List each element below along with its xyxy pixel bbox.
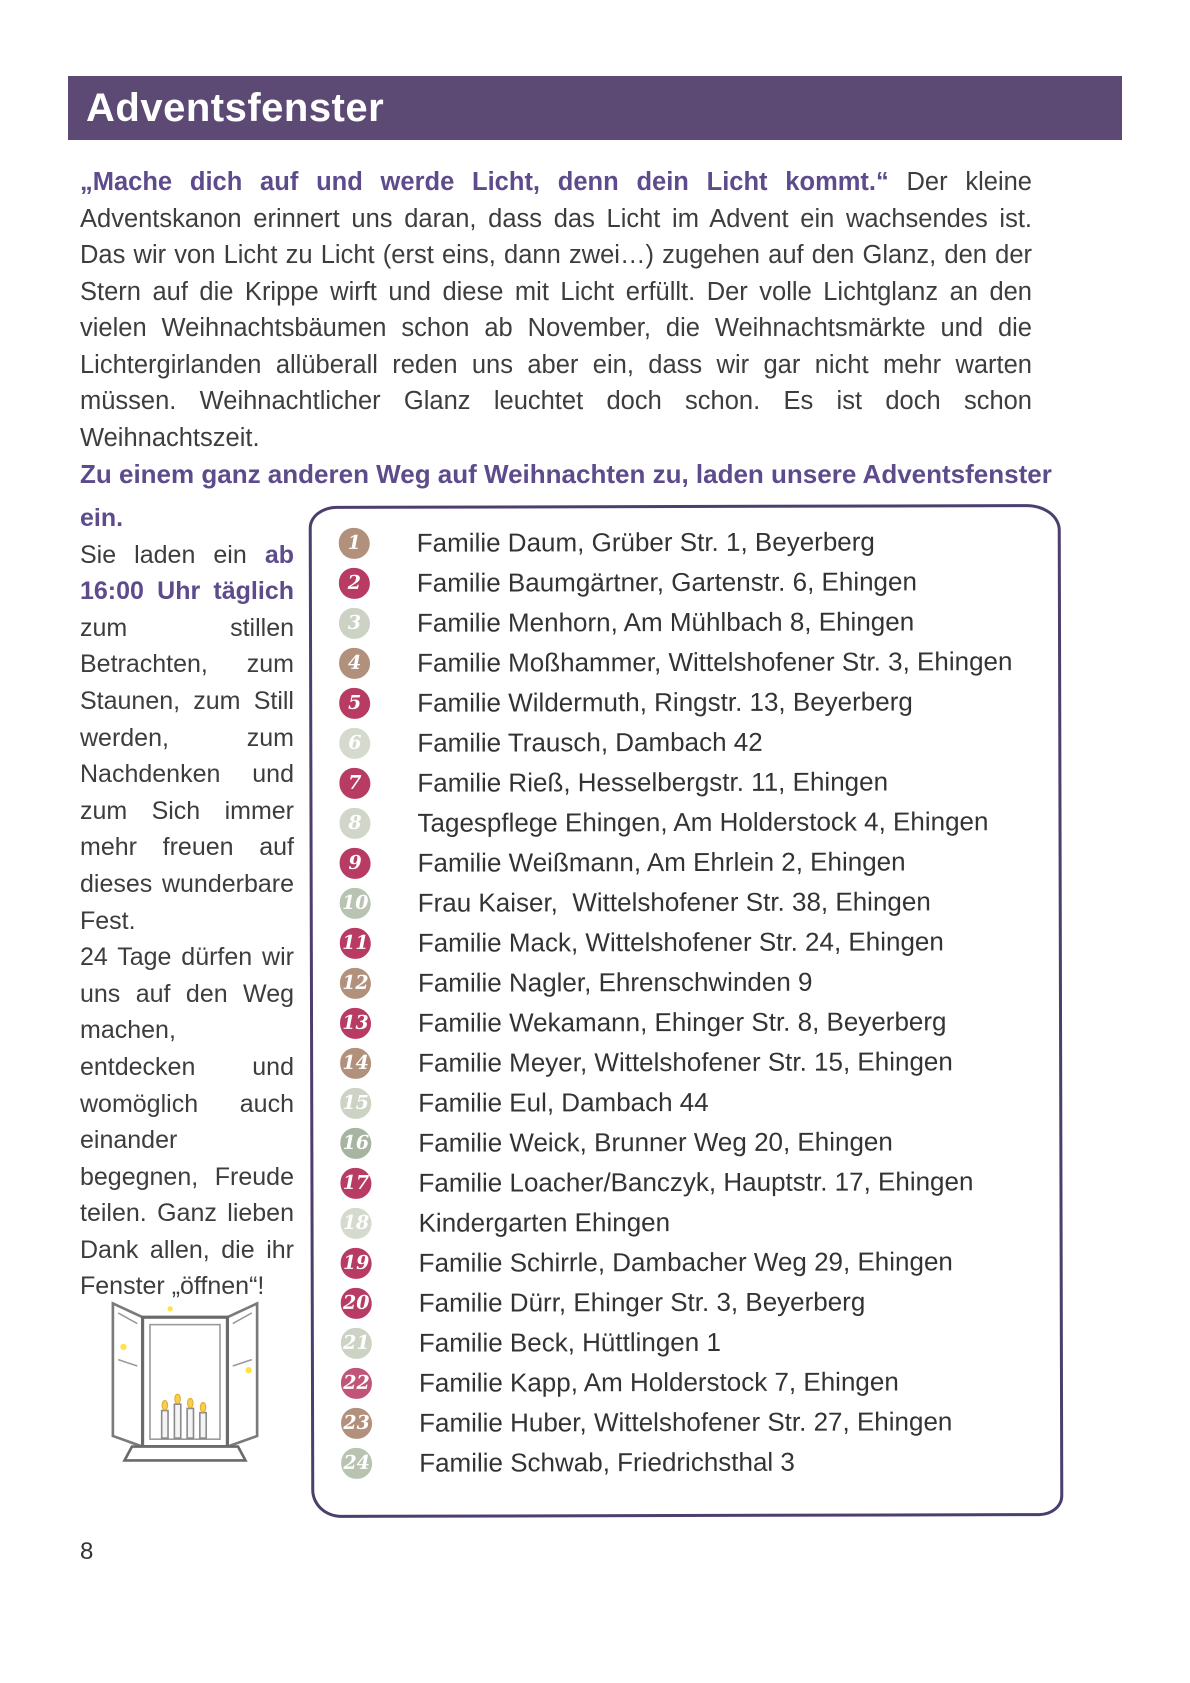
day-number-badge: 12	[340, 967, 371, 998]
advent-list	[309, 504, 1064, 1518]
list-item-text: Familie Kapp, Am Holderstock 7, Ehingen	[418, 1365, 899, 1398]
side-text-prefix: Sie laden ein	[80, 540, 265, 569]
page-number: 8	[80, 1538, 94, 1565]
list-item	[314, 1241, 1060, 1283]
list-item	[313, 961, 1059, 1003]
list-item	[313, 1041, 1059, 1083]
list-item-text: Familie Menhorn, Am Mühlbach 8, Ehingen	[416, 605, 915, 638]
list-item-text: Familie Loacher/Banczyk, Hauptstr. 17, Ehingen	[418, 1165, 974, 1198]
list-item	[314, 1281, 1060, 1323]
day-number-badge: 18	[341, 1207, 372, 1238]
day-number-badge: 16	[340, 1127, 371, 1158]
side-paragraph-2: 24 Tage dürfen wir uns auf den Weg machen, entdecken und womöglich auch einander begegnen, Freude teilen. Ganz lieben Dank allen, die ihr Fenster „öffnen“!	[80, 943, 294, 1301]
list-item	[313, 1001, 1059, 1043]
list-item-text: Familie Weißmann, Am Ehrlein 2, Ehingen	[417, 845, 906, 878]
highlight-opening-time: ab 16:00 Uhr täglich	[80, 540, 294, 606]
day-number-badge: 3	[339, 607, 370, 638]
day-number-badge: 8	[339, 807, 370, 838]
list-item-text: Familie Wildermuth, Ringstr. 13, Beyerberg	[417, 685, 913, 718]
list-item	[313, 1121, 1059, 1163]
day-number-badge: 4	[339, 647, 370, 678]
day-number-badge: 24	[341, 1447, 372, 1478]
day-number-badge: 23	[341, 1407, 372, 1438]
list-item	[312, 721, 1058, 763]
day-number-badge: 15	[340, 1087, 371, 1118]
list-item	[313, 841, 1059, 883]
list-item-text: Familie Schirrle, Dambacher Weg 29, Ehingen	[418, 1245, 953, 1278]
day-number-badge: 21	[341, 1327, 372, 1358]
day-number-badge: 9	[340, 847, 371, 878]
day-number-badge: 10	[340, 887, 371, 918]
day-number-badge: 6	[339, 727, 370, 758]
list-item-text: Familie Huber, Wittelshofener Str. 27, Ehingen	[419, 1405, 953, 1438]
list-item-text: Kindergarten Ehingen	[418, 1206, 671, 1238]
day-number-badge: 2	[339, 567, 370, 598]
list-item	[313, 1161, 1059, 1203]
day-number-badge: 13	[340, 1007, 371, 1038]
list-item	[314, 1321, 1060, 1363]
call-to-action-line-2: ein.	[80, 504, 124, 532]
list-item-text: Familie Schwab, Friedrichsthal 3	[419, 1446, 795, 1478]
list-item	[313, 921, 1059, 963]
list-item-text: Familie Daum, Grüber Str. 1, Beyerberg	[416, 526, 875, 558]
day-number-badge: 11	[340, 927, 371, 958]
list-item	[312, 521, 1058, 563]
side-text-rest: zum stillen Betrachten, zum Staunen, zum Still werden, zum Nachdenken und zum Sich immer mehr freuen auf dieses wunderbare Fest.	[80, 613, 294, 935]
open-window-candles-illustration	[100, 1296, 270, 1471]
list-item-text: Frau Kaiser, Wittelshofener Str. 38, Ehingen	[417, 885, 931, 918]
day-number-badge: 22	[341, 1367, 372, 1398]
list-item	[313, 1081, 1059, 1123]
day-number-badge: 19	[341, 1247, 372, 1278]
list-item-text: Familie Meyer, Wittelshofener Str. 15, Ehingen	[418, 1045, 953, 1078]
list-item	[314, 1201, 1060, 1243]
list-item	[312, 641, 1058, 683]
list-item-text: Familie Baumgärtner, Gartenstr. 6, Ehingen	[416, 565, 917, 598]
list-item-text: Familie Wekamann, Ehinger Str. 8, Beyerberg	[417, 1005, 947, 1038]
list-item-text: Familie Nagler, Ehrenschwinden 9	[417, 966, 813, 998]
side-column	[80, 500, 294, 1305]
list-item-text: Familie Beck, Hüttlingen 1	[418, 1326, 721, 1358]
list-item-text: Familie Moßhammer, Wittelshofener Str. 3, Ehingen	[417, 645, 1013, 678]
list-item-text: Familie Weick, Brunner Weg 20, Ehingen	[418, 1125, 893, 1158]
day-number-badge: 5	[339, 687, 370, 718]
list-item	[314, 1401, 1060, 1443]
list-item-text: Tagespflege Ehingen, Am Holderstock 4, Ehingen	[417, 805, 989, 838]
intro-text: Der kleine Adventskanon erinnert uns daran, dass das Licht im Advent ein wachsendes ist. Das wir von Licht zu Licht (erst eins, dann zwei…) zugehen auf den Glanz, den der Stern auf die Krippe wirft und diese mit Licht erfüllt. Der volle Lichtglanz an den vielen Weihnachtsbäumen schon ab November, die Weihnachtsmärkte und die Lichtergirlanden allüberall reden uns aber ein, dass wir gar nicht mehr warten müssen. Weihnachtlicher Glanz leuchtet doch schon. Es ist doch schon Weihnachtszeit.	[80, 168, 1032, 452]
list-item-text: Familie Mack, Wittelshofener Str. 24, Ehingen	[417, 925, 944, 958]
day-number-badge: 17	[340, 1167, 371, 1198]
day-number-badge: 14	[340, 1047, 371, 1078]
day-number-badge: 7	[339, 767, 370, 798]
day-number-badge: 20	[341, 1287, 372, 1318]
list-item	[312, 601, 1058, 643]
day-number-badge: 1	[339, 527, 370, 558]
page-title: Adventsfenster	[86, 85, 385, 130]
list-item	[312, 561, 1058, 603]
list-item	[312, 801, 1058, 843]
advent-list-items	[312, 521, 1061, 1483]
intro-paragraph	[80, 164, 1032, 456]
call-to-action-line: Zu einem ganz anderen Weg auf Weihnachten zu, laden unsere Adventsfenster	[80, 459, 1052, 489]
list-item-text: Familie Dürr, Ehinger Str. 3, Beyerberg	[418, 1286, 866, 1318]
list-item-text: Familie Trausch, Dambach 42	[417, 726, 763, 758]
list-item	[312, 761, 1058, 803]
list-item-text: Familie Rieß, Hesselbergstr. 11, Ehingen	[417, 765, 889, 798]
list-item	[314, 1441, 1060, 1483]
intro-block	[80, 164, 1052, 493]
side-paragraph-1	[80, 537, 294, 940]
list-item	[314, 1361, 1060, 1403]
list-item	[312, 681, 1058, 723]
list-item	[313, 881, 1059, 923]
list-item-text: Familie Eul, Dambach 44	[418, 1086, 709, 1118]
intro-lead-quote: „Mache dich auf und werde Licht, denn dein Licht kommt.“	[80, 168, 889, 196]
section-header	[68, 76, 1122, 140]
